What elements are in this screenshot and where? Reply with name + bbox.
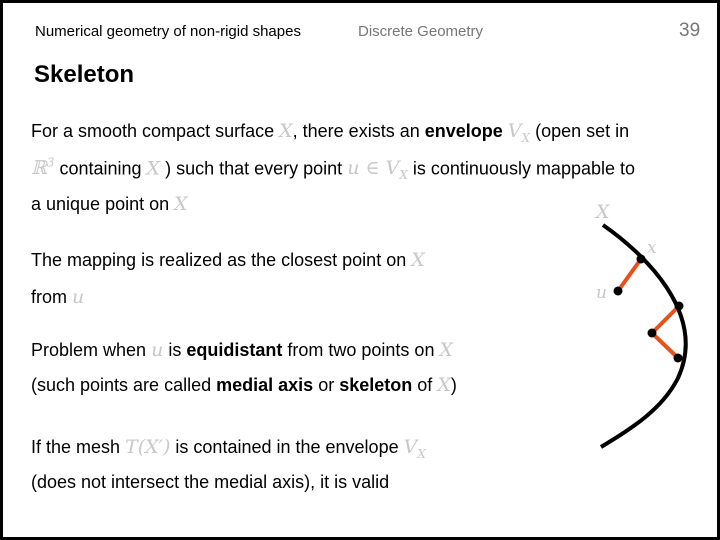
p2-line2: from u (31, 286, 85, 308)
section-title: Discrete Geometry (358, 23, 484, 40)
p1-line1: For a smooth compact surface X, there exists an envelope $V_X$ (open set in (31, 120, 630, 145)
math-T-X-prime: T(X′) (125, 436, 171, 458)
math-VX: $V_X$ (403, 436, 426, 461)
skeleton-figure (563, 193, 713, 458)
closest-point-2 (674, 354, 683, 363)
equidistant-segment-1 (652, 306, 679, 333)
p2-line1: The mapping is realized as the closest point on X (31, 249, 425, 271)
term-equidistant: equidistant (186, 340, 283, 360)
math-R3: ℝ$^3$ (31, 156, 55, 180)
p3-line2: (such points are called medial axis or skeleton of X) (31, 374, 457, 396)
p4-line1: If the mesh T(X′) is contained in the envelope $V_X$ (31, 436, 426, 461)
closest-point-segment (618, 259, 641, 291)
page-number: 39 (679, 20, 701, 41)
term-medial-axis: medial axis (216, 375, 314, 395)
math-u: u (151, 339, 164, 361)
math-u-in-VX: u ∈ $V_X$ (347, 157, 408, 183)
math-VX: $V_X$ (507, 120, 531, 145)
math-X: X (174, 193, 188, 215)
point-label-u: u (596, 283, 607, 303)
math-X: X (437, 374, 451, 396)
equidistant-segment-2 (652, 333, 678, 358)
p3-line1: Problem when u is equidistant from two points on X (31, 339, 454, 361)
p4-line2: (does not intersect the medial axis), it is valid (31, 472, 390, 492)
point-u (614, 287, 623, 296)
p1-line3: a unique point on X (31, 193, 188, 215)
term-envelope: envelope (424, 121, 503, 141)
math-X: X (411, 249, 425, 271)
closest-point-1 (675, 302, 684, 311)
slide-title: Skeleton (34, 61, 135, 88)
math-u: u (72, 286, 85, 308)
curve-label-X: X (596, 201, 610, 223)
p1-line2: ℝ$^3$ containing X ) such that every point u ∈ $V_X$ is continuously mappable to (31, 156, 636, 183)
medial-axis-point (648, 329, 657, 338)
term-skeleton: skeleton (339, 375, 413, 395)
math-X: X (146, 157, 161, 180)
point-x (637, 255, 646, 264)
math-X: X (439, 339, 454, 361)
math-X: X (279, 120, 293, 142)
course-title: Numerical geometry of non-rigid shapes (35, 23, 301, 40)
point-label-x: x (647, 238, 657, 258)
